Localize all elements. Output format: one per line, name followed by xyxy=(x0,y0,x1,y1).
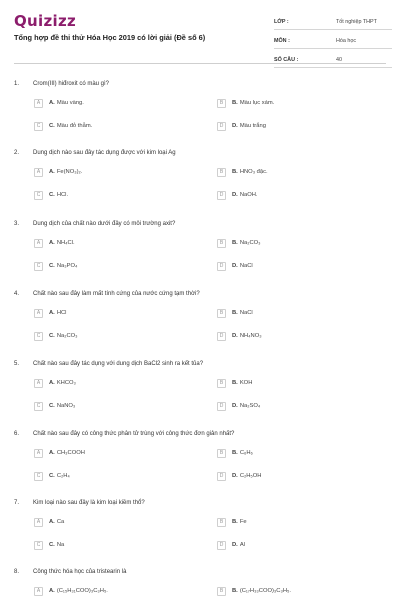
option-d[interactable]: D D. NaOH. xyxy=(217,190,258,200)
option-d[interactable]: D D. NaCl xyxy=(217,261,253,271)
option-text: Na₂SO₄ xyxy=(239,403,261,409)
option-text: C₂H₅OH xyxy=(239,473,262,479)
option-text: Màu lục xám. xyxy=(239,100,275,106)
option-d[interactable]: D D. Na₂SO₄ xyxy=(217,401,260,411)
option-box: B xyxy=(217,168,226,177)
option-box: D xyxy=(217,541,226,550)
option-box: C xyxy=(34,122,43,131)
option-b[interactable]: B B. Na₂CO₃ xyxy=(217,238,261,248)
option-b[interactable]: B B. (C₁₇H₃₃COO)₃C₃H₅. xyxy=(217,586,291,596)
option-box: B xyxy=(217,379,226,388)
option-text: (C₁₅H₃₁COO)₃C₃H₅. xyxy=(56,588,108,594)
option-a[interactable]: A A. (C₁₅H₃₁COO)₃C₃H₅. xyxy=(34,586,108,596)
question-6 xyxy=(14,429,386,481)
question-number: 6. xyxy=(14,431,20,437)
option-box: A xyxy=(34,518,43,527)
option-text: NH₄Cl. xyxy=(56,240,75,246)
option-text: Na₂CO₃ xyxy=(56,333,78,339)
option-a[interactable]: A A. Màu vàng. xyxy=(34,98,84,108)
option-box: A xyxy=(34,309,43,318)
question-5 xyxy=(14,359,386,411)
question-3 xyxy=(14,219,386,271)
option-text: HCl xyxy=(56,310,67,316)
option-text: NaNO₃ xyxy=(56,403,76,409)
question-text: Crom(III) hiđroxit có màu gì? xyxy=(33,81,110,87)
option-box: B xyxy=(217,99,226,108)
option-c[interactable]: C C. Màu đỏ thẫm. xyxy=(34,121,92,131)
option-d[interactable]: D D. Màu trắng xyxy=(217,121,266,131)
option-text: KHCO₃ xyxy=(56,380,76,386)
meta-row-subject xyxy=(274,33,392,49)
option-box: C xyxy=(34,541,43,550)
option-box: C xyxy=(34,191,43,200)
option-text: Fe(NO₃)₂. xyxy=(56,169,83,175)
option-c[interactable]: C C. Na₂CO₃ xyxy=(34,331,78,341)
option-box: A xyxy=(34,99,43,108)
option-box: A xyxy=(34,168,43,177)
question-text: Kim loại nào sau đây là kim loại kiềm thổ? xyxy=(33,500,145,506)
question-number: 5. xyxy=(14,361,20,367)
question-number: 4. xyxy=(14,291,20,297)
option-text: C₂H₄ xyxy=(56,473,70,479)
option-text: C₆H₆ xyxy=(239,450,253,456)
question-number: 2. xyxy=(14,150,20,156)
option-text: CH₃COOH xyxy=(56,450,85,456)
option-text: Màu đỏ thẫm. xyxy=(56,123,93,129)
option-text: HCl. xyxy=(56,192,69,198)
option-text: Fe xyxy=(239,519,247,525)
option-c[interactable]: C C. NaNO₃ xyxy=(34,401,75,411)
option-box: A xyxy=(34,239,43,248)
option-box: D xyxy=(217,402,226,411)
option-text: Màu trắng xyxy=(239,123,266,129)
option-text: Màu vàng. xyxy=(56,100,84,106)
option-text: HNO₃ đặc. xyxy=(239,169,268,175)
option-c[interactable]: C C. Na xyxy=(34,540,64,550)
question-number: 3. xyxy=(14,221,20,227)
option-box: B xyxy=(217,449,226,458)
question-number: 7. xyxy=(14,500,20,506)
meta-value: Hóa học xyxy=(336,37,357,44)
option-box: C xyxy=(34,262,43,271)
option-text: Ca xyxy=(56,519,65,525)
option-b[interactable]: B B. Màu lục xám. xyxy=(217,98,274,108)
option-d[interactable]: D D. C₂H₅OH xyxy=(217,471,261,481)
option-a[interactable]: A A. Fe(NO₃)₂. xyxy=(34,167,82,177)
meta-row-class xyxy=(274,14,392,30)
option-box: C xyxy=(34,472,43,481)
option-text: NaOH. xyxy=(239,192,258,198)
option-b[interactable]: B B. Fe xyxy=(217,517,247,527)
meta-label: MÔN : xyxy=(274,37,290,44)
option-text: Al xyxy=(239,542,245,548)
question-2 xyxy=(14,148,386,200)
worksheet-title: Tổng hợp đề thi thử Hóa Học 2019 có lời giải (Đề số 6) xyxy=(14,33,206,42)
header-divider xyxy=(14,63,386,64)
option-b[interactable]: B B. NaCl xyxy=(217,308,253,318)
quizizz-logo: Quizizz xyxy=(14,12,77,30)
option-text: NH₄NO₃ xyxy=(239,333,262,339)
option-box: A xyxy=(34,379,43,388)
option-c[interactable]: C C. Na₃PO₄ xyxy=(34,261,77,271)
option-c[interactable]: C C. C₂H₄ xyxy=(34,471,70,481)
option-a[interactable]: A A. NH₄Cl. xyxy=(34,238,75,248)
option-box: A xyxy=(34,449,43,458)
question-8 xyxy=(14,567,386,596)
option-text: NaCl xyxy=(239,310,253,316)
option-box: D xyxy=(217,472,226,481)
question-number: 8. xyxy=(14,569,20,575)
option-box: D xyxy=(217,262,226,271)
option-a[interactable]: A A. HCl xyxy=(34,308,66,318)
option-text: Na₃PO₄ xyxy=(56,263,78,269)
option-b[interactable]: B B. HNO₃ đặc. xyxy=(217,167,268,177)
option-a[interactable]: A A. Ca xyxy=(34,517,64,527)
option-b[interactable]: B B. C₆H₆ xyxy=(217,448,253,458)
meta-row-question-count xyxy=(274,52,392,68)
option-d[interactable]: D D. Al xyxy=(217,540,245,550)
question-text: Chất nào sau đây tác dụng với dung dịch BaCl2 sinh ra kết tủa? xyxy=(33,361,204,367)
option-d[interactable]: D D. NH₄NO₃ xyxy=(217,331,262,341)
question-1 xyxy=(14,79,386,131)
option-box: B xyxy=(217,587,226,596)
option-a[interactable]: A A. CH₃COOH xyxy=(34,448,85,458)
option-box: B xyxy=(217,239,226,248)
question-text: Dung dịch nào sau đây tác dụng được với kim loại Ag xyxy=(33,150,176,156)
meta-label: LỚP : xyxy=(274,18,289,25)
meta-value: 40 xyxy=(336,56,342,63)
question-4 xyxy=(14,289,386,341)
option-text: Na xyxy=(56,542,65,548)
option-b[interactable]: B B. KOH xyxy=(217,378,252,388)
option-box: A xyxy=(34,587,43,596)
option-box: D xyxy=(217,122,226,131)
option-a[interactable]: A A. KHCO₃ xyxy=(34,378,76,388)
option-box: D xyxy=(217,332,226,341)
option-box: B xyxy=(217,518,226,527)
option-box: C xyxy=(34,402,43,411)
option-text: Na₂CO₃ xyxy=(239,240,261,246)
option-box: D xyxy=(217,191,226,200)
question-text: Chất nào sau đây làm mất tính cứng của nước cứng tạm thời? xyxy=(33,291,200,297)
question-7 xyxy=(14,498,386,550)
question-number: 1. xyxy=(14,81,20,87)
meta-label: SỐ CÂU : xyxy=(274,56,299,63)
option-text: NaCl xyxy=(239,263,253,269)
option-text: (C₁₇H₃₃COO)₃C₃H₅. xyxy=(239,588,291,594)
option-box: B xyxy=(217,309,226,318)
meta-value: Tốt nghiệp THPT xyxy=(336,18,377,25)
question-text: Dung dịch của chất nào dưới đây có môi trường axit? xyxy=(33,221,176,227)
option-box: C xyxy=(34,332,43,341)
option-text: KOH xyxy=(239,380,253,386)
question-text: Công thức hóa học của tristearin là xyxy=(33,569,127,575)
option-c[interactable]: C C. HCl. xyxy=(34,190,68,200)
question-text: Chất nào sau đây có công thức phân tử trùng với công thức đơn giản nhất? xyxy=(33,431,235,437)
